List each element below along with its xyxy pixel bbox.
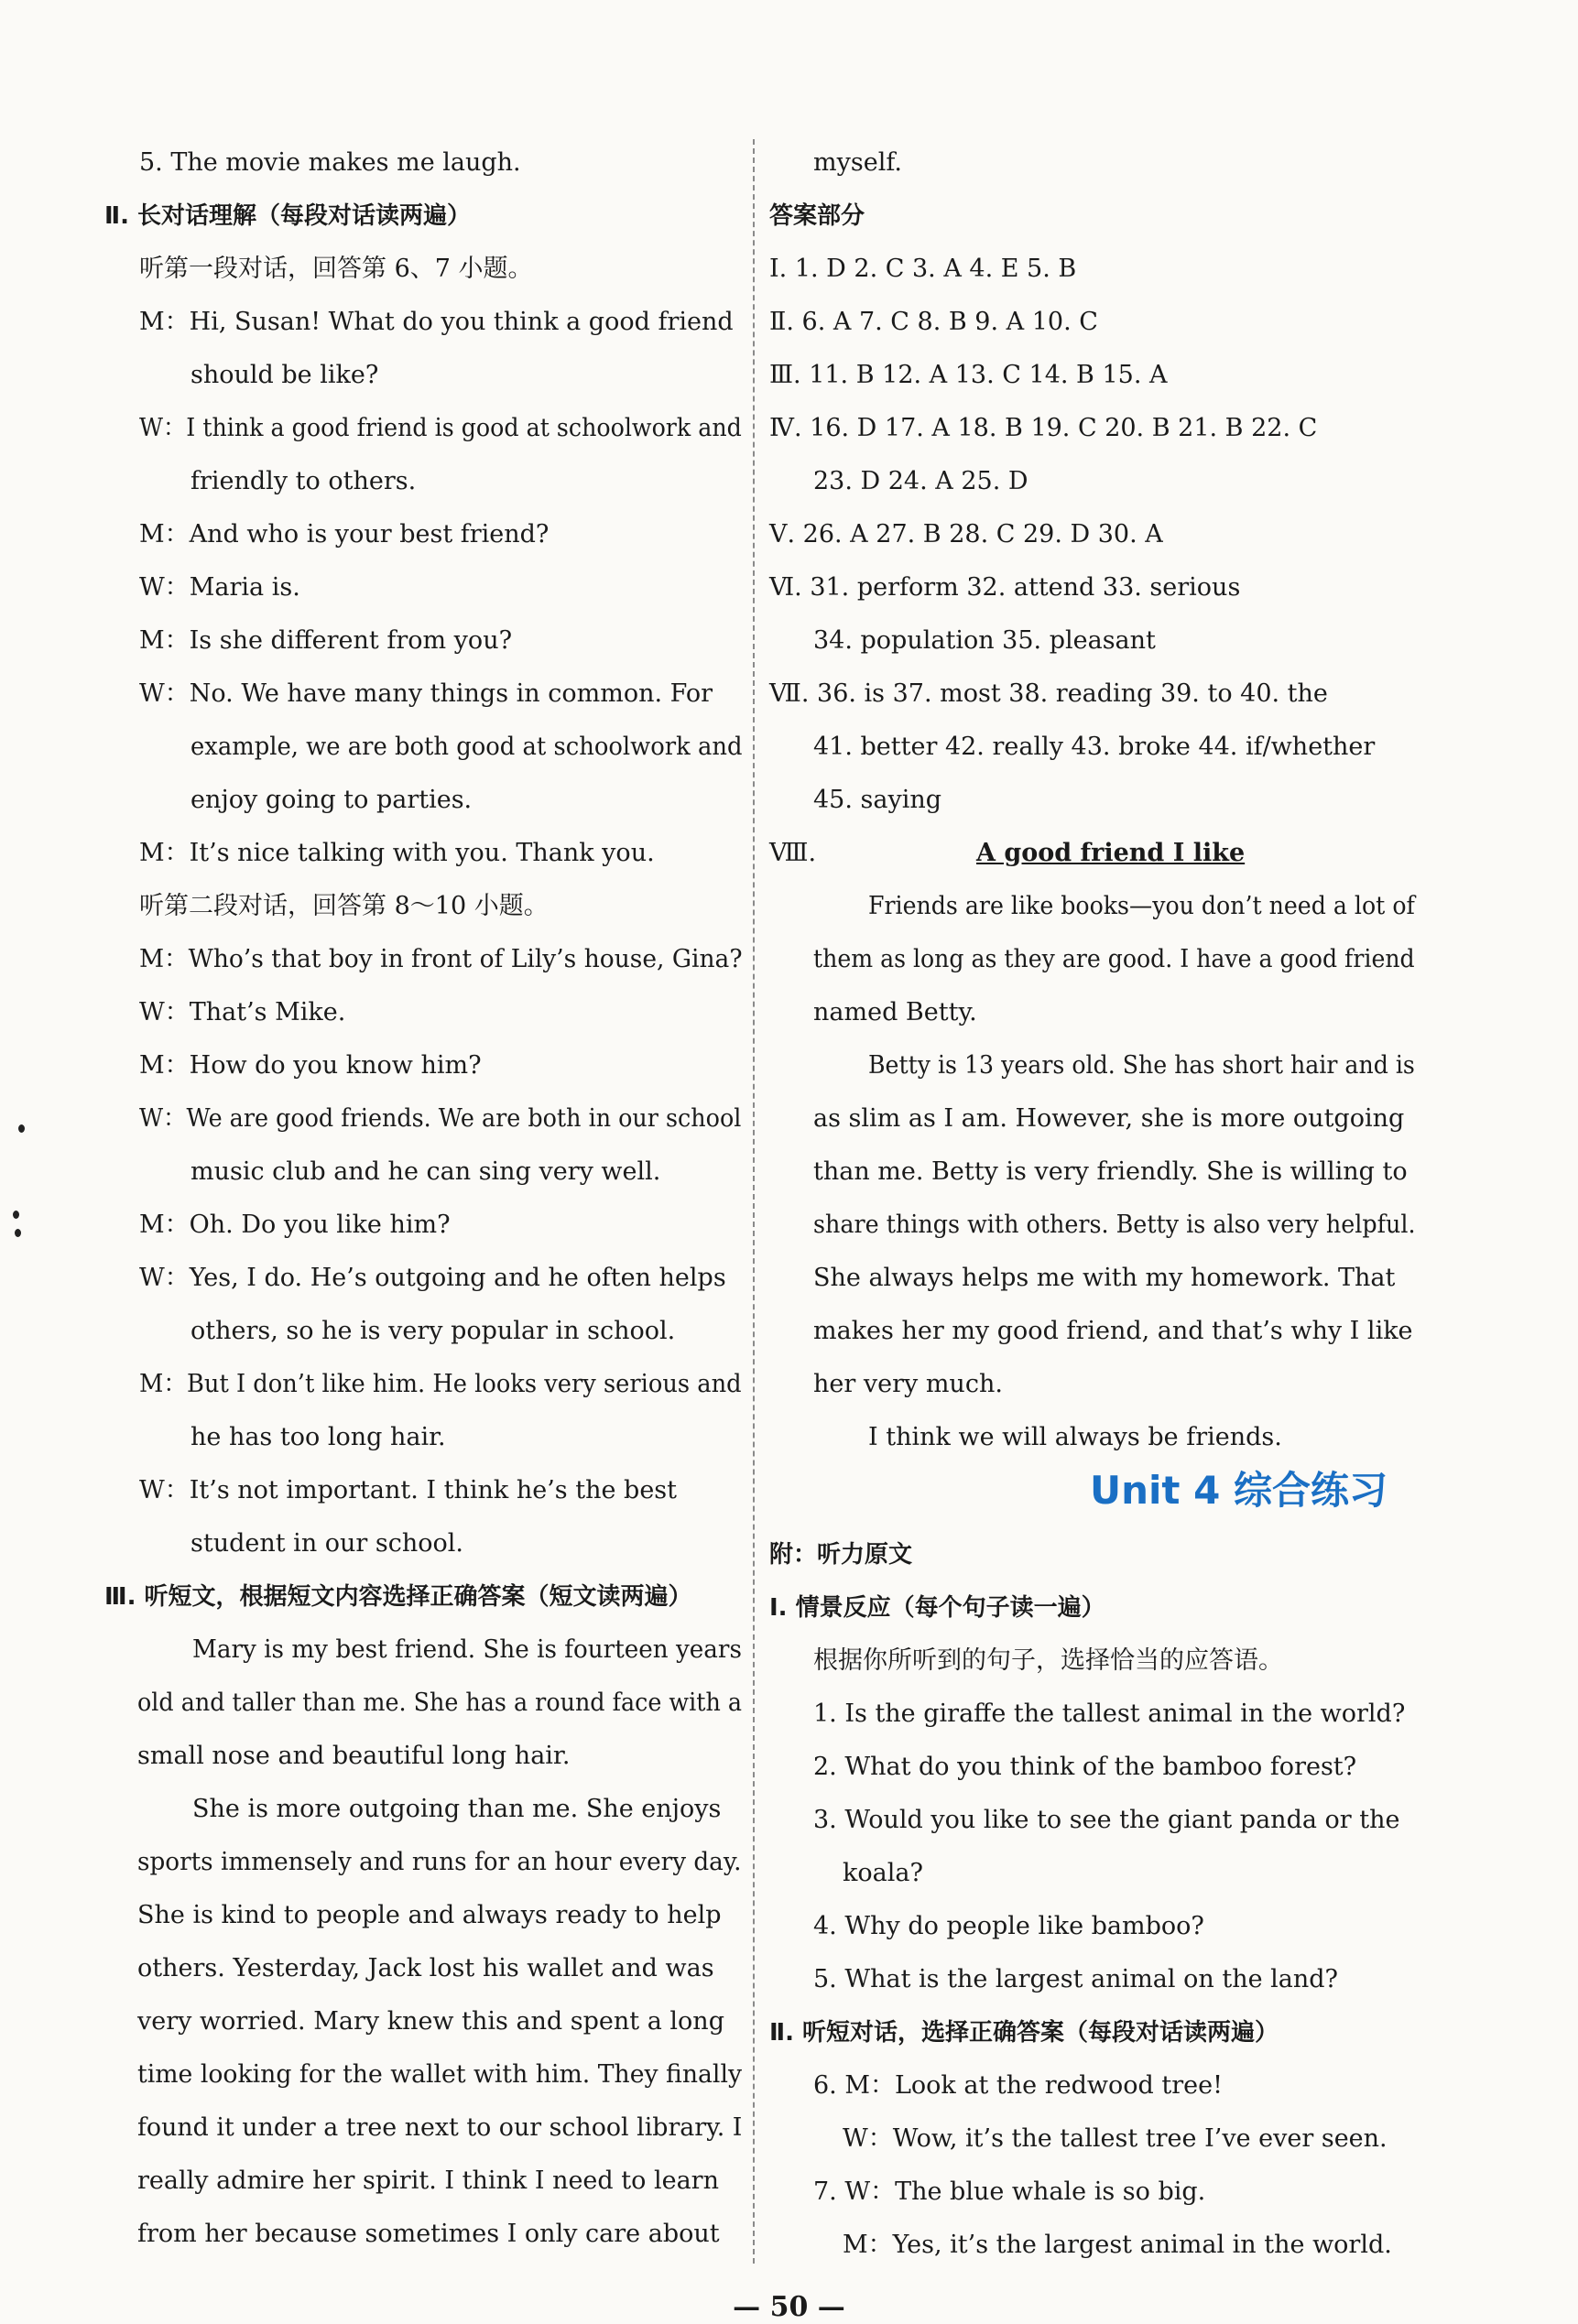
text-line: W：Wow, it’s the tallest tree I’ve ever seen. [843, 2124, 1388, 2153]
text-line: Ⅵ. 31. perform 32. attend 33. serious [769, 573, 1241, 602]
text-line: 2. What do you think of the bamboo forest? [813, 1753, 1357, 1781]
text-line: time looking for the wallet with him. They finally [137, 2060, 743, 2089]
section-heading: Ⅱ. 听短对话，选择正确答案（每段对话读两遍） [769, 2019, 1279, 2047]
text-line: makes her my good friend, and that’s why I like [813, 1317, 1413, 1345]
text-line: 听第二段对话，回答第 8～10 小题。 [139, 892, 549, 920]
text-line: small nose and beautiful long hair. [137, 1742, 571, 1770]
section-heading: Ⅰ. 情景反应（每个句子读一遍） [769, 1594, 1105, 1622]
text-line: Ⅱ. 6. A 7. C 8. B 9. A 10. C [769, 308, 1098, 336]
text-line: 4. Why do people like bamboo? [813, 1912, 1204, 1940]
text-line: Ⅲ. 11. B 12. A 13. C 14. B 15. A [769, 361, 1168, 389]
text-line: M：But I don’t like him. He looks very serious and [139, 1370, 742, 1398]
text-line: M：Yes, it’s the largest animal in the world. [843, 2231, 1392, 2259]
text-line: others. Yesterday, Jack lost his wallet and was [137, 1954, 714, 1982]
text-line: M：Who’s that boy in front of Lily’s house, Gina? [139, 945, 743, 973]
margin-mark [15, 1229, 21, 1237]
text-line: named Betty. [813, 998, 977, 1026]
margin-mark [13, 1211, 19, 1219]
text-line: W：Yes, I do. He’s outgoing and he often helps [139, 1264, 726, 1292]
text-line: them as long as they are good. I have a good friend [813, 945, 1415, 973]
text-line: W：We are good friends. We are both in our school [139, 1104, 742, 1133]
text-line: 45. saying [813, 786, 942, 814]
text-line: 6. M：Look at the redwood tree! [813, 2071, 1223, 2100]
text-line: A good friend I like [976, 839, 1246, 867]
text-line: She is more outgoing than me. She enjoys [192, 1795, 722, 1823]
text-line: W：No. We have many things in common. For [139, 679, 713, 708]
page-number: — 50 — [733, 2291, 845, 2323]
text-line: She is kind to people and always ready to help [137, 1901, 722, 1929]
text-line: 34. population 35. pleasant [813, 626, 1156, 655]
text-line: 23. D 24. A 25. D [813, 467, 1028, 495]
text-line: from her because sometimes I only care about [137, 2220, 720, 2248]
text-line: 7. W：The blue whale is so big. [813, 2177, 1206, 2206]
text-line: W：That’s Mike. [139, 998, 346, 1026]
text-line: Ⅰ. 1. D 2. C 3. A 4. E 5. B [769, 255, 1077, 283]
text-line: should be like? [190, 361, 379, 389]
text-line: I think we will always be friends. [868, 1423, 1282, 1451]
text-line: M：Hi, Susan! What do you think a good friend [139, 308, 734, 336]
text-line: he has too long hair. [190, 1423, 446, 1451]
text-line: old and taller than me. She has a round face with a [137, 1689, 743, 1717]
text-line: Ⅳ. 16. D 17. A 18. B 19. C 20. B 21. B 22. C [769, 414, 1318, 442]
column-divider [753, 139, 755, 2264]
text-line: example, we are both good at schoolwork and [190, 733, 743, 761]
text-line: Betty is 13 years old. She has short hair and is [868, 1051, 1415, 1080]
text-line: 1. Is the giraffe the tallest animal in the world? [813, 1700, 1406, 1728]
text-line: 根据你所听到的句子，选择恰当的应答语。 [813, 1646, 1283, 1675]
text-line: M：It’s nice talking with you. Thank you. [139, 839, 655, 867]
text-line: others, so he is very popular in school. [190, 1317, 676, 1345]
section-heading: 答案部分 [769, 202, 865, 230]
text-line: found it under a tree next to our school library. I [137, 2113, 743, 2142]
text-line: 5. What is the largest animal on the land? [813, 1965, 1339, 1993]
text-line: myself. [813, 148, 902, 177]
text-line: 听第一段对话，回答第 6、7 小题。 [139, 255, 533, 283]
text-line: her very much. [813, 1370, 1003, 1398]
margin-mark [18, 1124, 25, 1133]
text-line: friendly to others. [190, 467, 417, 495]
text-line: student in our school. [190, 1529, 464, 1558]
section-heading: Ⅲ. 听短文，根据短文内容选择正确答案（短文读两遍） [104, 1583, 692, 1611]
text-line: koala? [843, 1859, 923, 1887]
text-line: than me. Betty is very friendly. She is willing to [813, 1157, 1408, 1186]
text-line: She always helps me with my homework. That [813, 1264, 1396, 1292]
text-line: W：Maria is. [139, 573, 300, 602]
section-heading: Ⅱ. 长对话理解（每段对话读两遍） [104, 202, 472, 230]
text-line: Mary is my best friend. She is fourteen years [192, 1635, 742, 1664]
text-line: Ⅷ. [769, 839, 817, 867]
text-line: Ⅶ. 36. is 37. most 38. reading 39. to 40. the [769, 679, 1328, 708]
text-line: sports immensely and runs for an hour every day. [137, 1848, 742, 1876]
text-line: music club and he can sing very well. [190, 1157, 661, 1186]
text-line: M：Is she different from you? [139, 626, 513, 655]
text-line: enjoy going to parties. [190, 786, 473, 814]
text-line: M：How do you know him? [139, 1051, 482, 1080]
text-line: Friends are like books—you don’t need a lot of [868, 892, 1415, 920]
text-line: 5. The movie makes me laugh. [139, 148, 521, 177]
text-line: as slim as I am. However, she is more outgoing [813, 1104, 1405, 1133]
text-line: really admire her spirit. I think I need to learn [137, 2167, 719, 2195]
text-line: M：And who is your best friend? [139, 520, 550, 548]
text-line: Ⅴ. 26. A 27. B 28. C 29. D 30. A [769, 520, 1163, 548]
text-line: W：I think a good friend is good at schoolwork and [139, 414, 742, 442]
text-line: W：It’s not important. I think he’s the best [139, 1476, 678, 1504]
text-line: very worried. Mary knew this and spent a long [137, 2007, 724, 2036]
text-line: M：Oh. Do you like him? [139, 1211, 451, 1239]
text-line: share things with others. Betty is also very helpful. [813, 1211, 1416, 1239]
section-heading: 附：听力原文 [769, 1541, 913, 1569]
text-line: 41. better 42. really 43. broke 44. if/whether [813, 733, 1376, 761]
text-line: 3. Would you like to see the giant panda or the [813, 1806, 1400, 1834]
